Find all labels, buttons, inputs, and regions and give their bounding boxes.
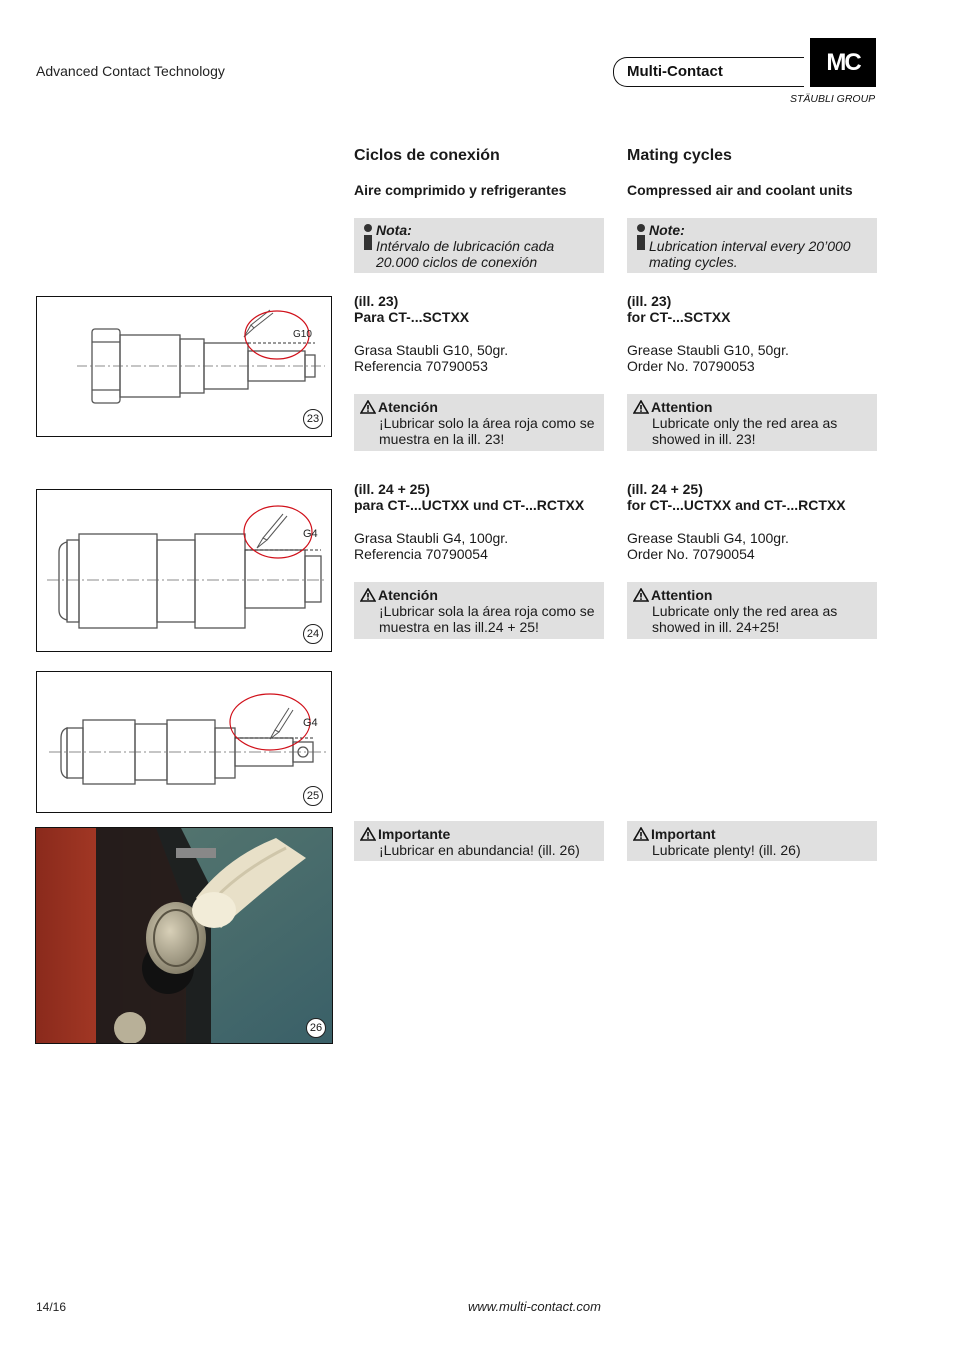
warning-box-s24-es: [354, 582, 604, 639]
s24-order-en: Order No. 70790054: [627, 546, 755, 562]
warning-title: Attention: [651, 587, 713, 603]
header-company-tagline: Advanced Contact Technology: [36, 63, 225, 79]
group-name: STÄUBLI GROUP: [790, 93, 876, 105]
grease-label: G10: [293, 329, 312, 340]
figure-26-photo: [35, 827, 333, 1044]
brand-name: Multi-Contact: [627, 63, 723, 80]
warning-title: Attention: [651, 399, 713, 415]
footer-url[interactable]: www.multi-contact.com: [468, 1299, 601, 1314]
note-title: Nota:: [376, 222, 412, 238]
warning-icon: [360, 588, 376, 602]
note-title: Note:: [649, 222, 685, 238]
heading-en: Mating cycles: [627, 147, 732, 164]
warning-body: ¡Lubricar sola la área roja como se muestra en las ill.24 + 25!: [379, 603, 595, 635]
warning-title: Atención: [378, 587, 438, 603]
s23-ref-no-es: Referencia 70790053: [354, 358, 488, 374]
subheading-en: Compressed air and coolant units: [627, 182, 853, 198]
note-body: Intérvalo de lubricación cada 20.000 ciclos de conexión: [376, 238, 555, 270]
important-body: ¡Lubricar en abundancia! (ill. 26): [379, 842, 580, 858]
s24-title-en: for CT-...UCTXX and CT-...RCTXX: [627, 497, 846, 513]
warning-box-s24-en: [627, 582, 877, 639]
warning-icon: [360, 827, 376, 841]
grease-label: G4: [303, 528, 318, 540]
info-icon: [361, 224, 375, 250]
warning-icon: [633, 588, 649, 602]
important-box-es: [354, 821, 604, 861]
s24-ref-es: (ill. 24 + 25): [354, 481, 430, 497]
figure-number: 23: [303, 409, 323, 429]
important-box-en: [627, 821, 877, 861]
warning-box-s23-es: [354, 394, 604, 451]
warning-body: Lubricate only the red area as showed in ill. 23!: [652, 415, 838, 447]
s24-ref-no-es: Referencia 70790054: [354, 546, 488, 562]
s24-title-es: para CT-...UCTXX und CT-...RCTXX: [354, 497, 585, 513]
figure-number: 24: [303, 624, 323, 644]
s23-grease-en: Grease Staubli G10, 50gr.: [627, 342, 789, 358]
subheading-es: Aire comprimido y refrigerantes: [354, 182, 567, 198]
s23-title-en: for CT-...SCTXX: [627, 309, 731, 325]
important-title: Important: [651, 826, 716, 842]
figure-24: [36, 489, 332, 652]
s24-grease-es: Grasa Staubli G4, 100gr.: [354, 530, 509, 546]
page-number: 14/16: [36, 1300, 67, 1314]
warning-icon: [633, 827, 649, 841]
important-body: Lubricate plenty! (ill. 26): [652, 842, 801, 858]
note-body: Lubrication interval every 20’000 mating cycles.: [649, 238, 851, 270]
coupling-drawing-sctxx: [37, 297, 331, 436]
warning-icon: [360, 400, 376, 414]
mc-logo: MC: [810, 38, 876, 87]
figure-number: 25: [303, 786, 323, 806]
figure-25: [36, 671, 332, 813]
grease-label: G4: [303, 717, 318, 729]
important-title: Importante: [378, 826, 451, 842]
warning-body: Lubricate only the red area as showed in ill. 24+25!: [652, 603, 838, 635]
figure-23: [36, 296, 332, 437]
s23-title-es: Para CT-...SCTXX: [354, 309, 470, 325]
warning-icon: [633, 400, 649, 414]
coupling-drawing-rctxx: [37, 672, 331, 812]
s23-order-en: Order No. 70790053: [627, 358, 755, 374]
s24-grease-en: Grease Staubli G4, 100gr.: [627, 530, 789, 546]
s23-ref-es: (ill. 23): [354, 293, 399, 309]
warning-body: ¡Lubricar solo la área roja como se muestra en la ill. 23!: [379, 415, 595, 447]
note-box-en: [627, 218, 877, 273]
info-icon: [634, 224, 648, 250]
note-box-es: [354, 218, 604, 273]
figure-number: 26: [306, 1018, 326, 1038]
s23-grease-es: Grasa Staubli G10, 50gr.: [354, 342, 509, 358]
warning-title: Atención: [378, 399, 438, 415]
s24-ref-en: (ill. 24 + 25): [627, 481, 703, 497]
coupling-drawing-uctxx: [37, 490, 331, 651]
warning-box-s23-en: [627, 394, 877, 451]
lubrication-photo: [36, 828, 332, 1043]
s23-ref-en: (ill. 23): [627, 293, 672, 309]
highlight-circle: [230, 694, 310, 750]
heading-es: Ciclos de conexión: [354, 147, 500, 164]
